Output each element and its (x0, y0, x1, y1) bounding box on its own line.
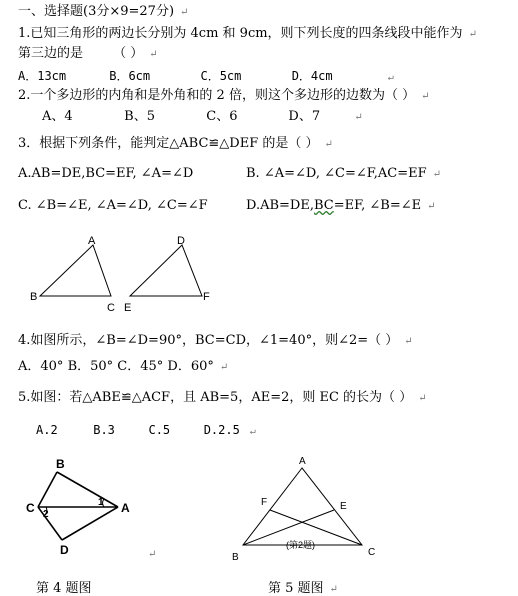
q3-label-c: C (107, 302, 115, 314)
q2-option-c: C、6 (206, 109, 238, 124)
q1-stem-line1: 1.已知三角形的两边长分别为 4cm 和 9cm，则下列长度的四条线段中能作为 ↵ (18, 26, 477, 41)
q5-label-c: C (368, 547, 376, 558)
q2-option-a: A、4 (42, 109, 73, 124)
q2-stem: 2.一个多边形的内角和是外角和的 2 倍，则这个多边形的边数为（ ） ↵ (18, 88, 430, 103)
q4-label-angle2: 2 (43, 509, 49, 520)
q1-answer-blank: （ ） (113, 46, 144, 61)
q3-label-b: B (30, 291, 38, 303)
q4-label-d: D (60, 543, 69, 557)
segment-ba (57, 472, 118, 507)
q3-figure (30, 235, 210, 314)
q1-option-d: D．4cm (291, 69, 333, 83)
q3-label-d: D (177, 235, 185, 247)
q5-label-f: F (261, 497, 268, 508)
q2-option-b: B、5 (124, 109, 155, 124)
q3-option-b: B. ∠A=∠D, ∠C=∠F,AC=EF ↵ (246, 166, 441, 181)
triangle-abc (40, 245, 111, 296)
q1-option-a: A．13cm (18, 69, 67, 83)
q2-option-d: D、7 (288, 109, 321, 124)
q5-figure (232, 456, 375, 563)
q4-label-a: A (121, 501, 130, 515)
q4-figure (26, 457, 130, 557)
q3-label-e: E (124, 302, 132, 314)
q5-inner-caption: (第2题) (286, 540, 315, 550)
q4-options: A．40° B．50° C．45° D．60° ↵ (18, 359, 229, 374)
q1-options: A．13cm B．6cm C．5cm D．4cm ↵ (18, 69, 394, 83)
q4-stem: 4.如图所示，∠B=∠D=90°，BC=CD，∠1=40°，则∠2=（ ） ↵ (18, 333, 413, 348)
q3-option-a: A.AB=DE,BC=EF, ∠A=∠D (18, 166, 194, 181)
q2-options: A、4 B、5 C、6 D、7 ↵ (42, 109, 363, 124)
q3-option-c: C. ∠B=∠E, ∠A=∠D, ∠C=∠F (18, 198, 208, 213)
q3-label-a: A (88, 235, 96, 247)
q5-label-b: B (232, 552, 239, 563)
q4-label-c: C (26, 501, 35, 515)
fig5-caption: 第 5 题图 ↵ (268, 581, 338, 596)
q1-stem-line2: 第三边的是 （ ） ↵ (18, 46, 158, 61)
q5-option-a: A.2 (36, 423, 58, 437)
q3-option-d: D.AB=DE,BC=EF, ∠B=∠E ↵ (246, 198, 436, 213)
q3-stem: 3．根据下列条件，能判定△ABC≌△DEF 的是（ ） ↵ (18, 136, 333, 151)
q5-options: A.2 B.3 C.5 D.2.5 ↵ (36, 423, 256, 437)
q3-option-d-spellcheck-mark: BC (313, 198, 334, 213)
segment-cd (38, 507, 62, 540)
triangle-def (130, 245, 202, 296)
paragraph-mark: ↵ (148, 549, 157, 560)
q1-option-b: B．6cm (109, 69, 151, 83)
q5-label-a: A (299, 456, 306, 467)
q3-label-f: F (203, 291, 210, 303)
q5-option-b: B.3 (93, 423, 115, 437)
section-title: 一、选择题(3分×9=27分) ↵ (18, 4, 189, 19)
q4-label-b: B (56, 457, 65, 471)
q5-option-c: C.5 (148, 423, 171, 437)
segment-cb (38, 472, 57, 507)
q5-label-e: E (340, 501, 347, 512)
q5-option-d: D.2.5 (203, 423, 240, 437)
q4-label-angle1: 1 (98, 497, 104, 508)
fig4-caption: 第 4 题图 (36, 581, 92, 596)
q5-stem: 5.如图：若△ABE≌△ACF，且 AB=5，AE=2，则 EC 的长为（ ） ↵ (18, 390, 427, 405)
q1-option-c: C．5cm (200, 69, 242, 83)
segment-da (62, 507, 118, 540)
